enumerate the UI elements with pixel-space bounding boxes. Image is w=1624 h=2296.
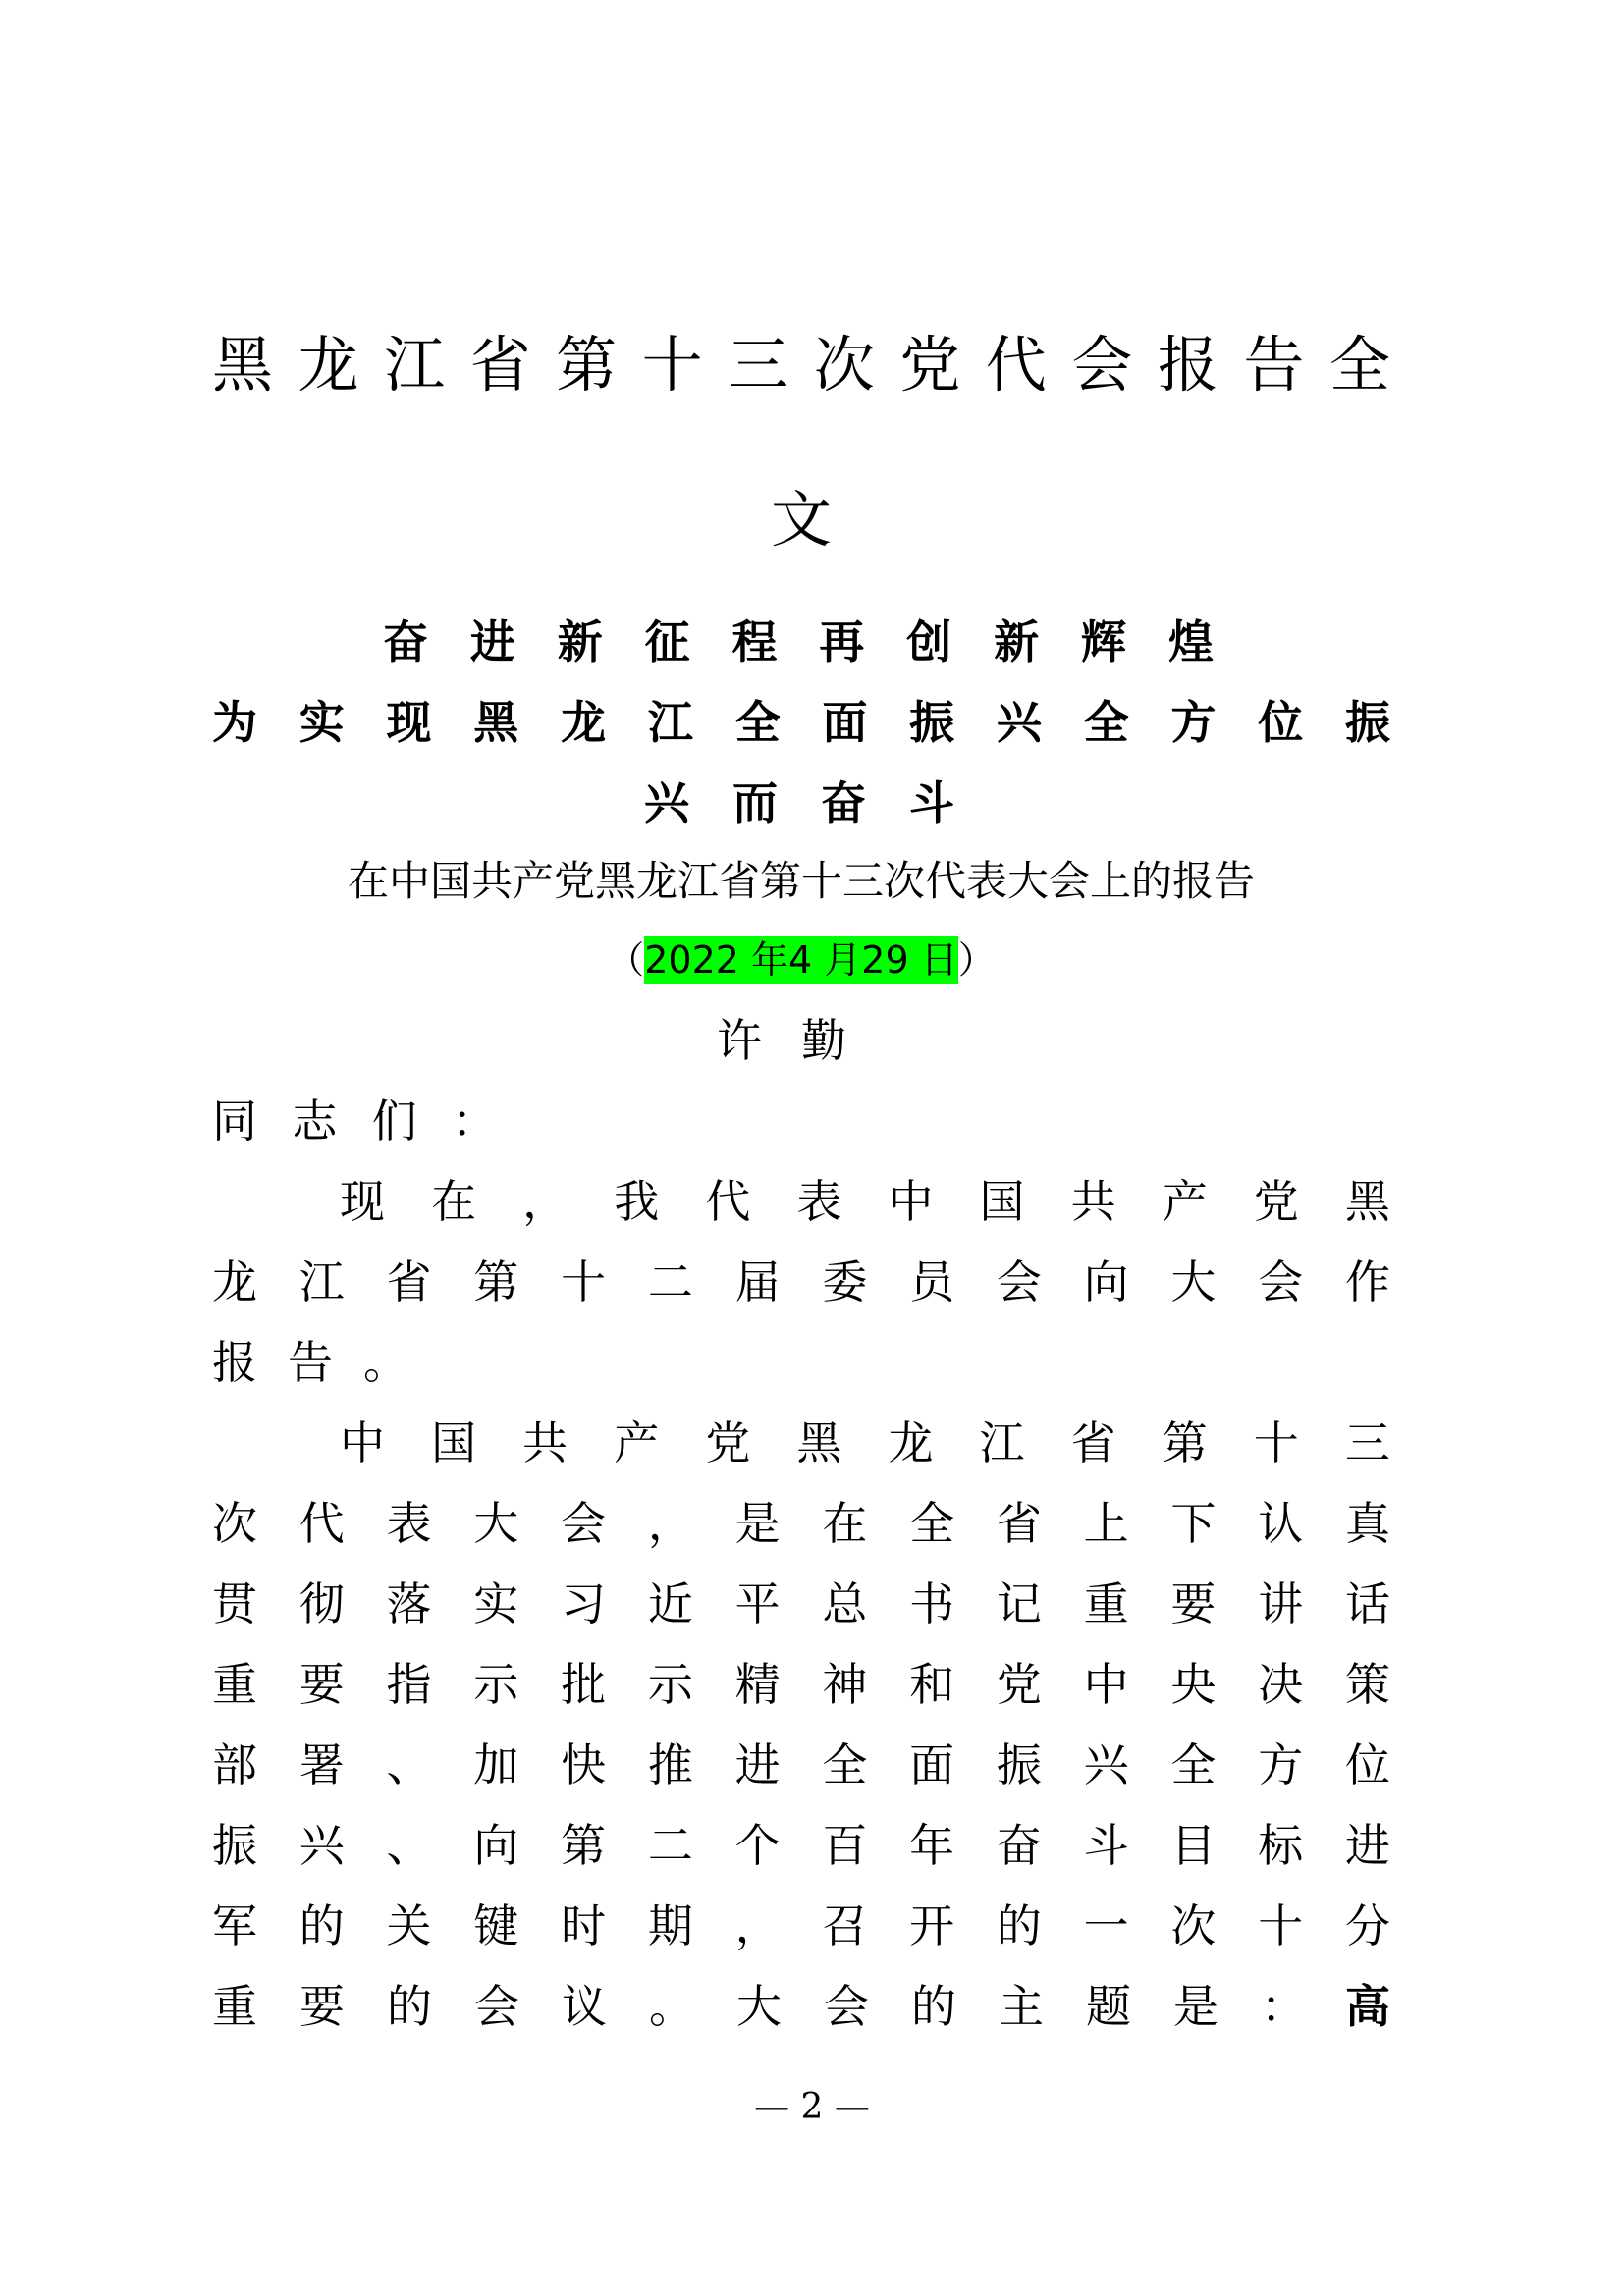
char: 振 — [996, 1738, 1042, 1791]
char: 认 — [1258, 1497, 1304, 1550]
char: 次 — [1170, 1899, 1217, 1952]
char: 党 — [996, 1658, 1042, 1711]
char: 国 — [979, 1175, 1025, 1228]
char: 第 — [561, 1819, 607, 1872]
char: 位 — [1344, 1738, 1390, 1791]
char: 龙 — [561, 696, 607, 749]
char: 煌 — [1167, 615, 1214, 668]
char: 重 — [212, 1658, 257, 1711]
char: 兴 — [644, 776, 689, 829]
char: 报 — [1157, 329, 1218, 400]
char: 要 — [298, 1658, 345, 1711]
char: 第 — [1162, 1416, 1208, 1469]
char: ， — [647, 1497, 693, 1550]
char: 兴 — [996, 696, 1042, 749]
char: 大 — [1170, 1255, 1217, 1308]
char: 程 — [731, 615, 778, 668]
char: 委 — [822, 1255, 868, 1308]
para2-line-4 — [212, 1655, 1390, 1714]
char: 示 — [473, 1658, 519, 1711]
char: 会 — [996, 1255, 1042, 1308]
char: 征 — [644, 615, 690, 668]
char: 的 — [911, 1980, 956, 2033]
char: 要 — [299, 1980, 345, 2033]
char: 面 — [909, 1738, 955, 1791]
char: 同 — [212, 1095, 257, 1148]
char: 龙 — [212, 1255, 257, 1308]
para1-line-2 — [212, 1253, 1390, 1311]
char: 的 — [996, 1899, 1042, 1952]
report-title: 在中国共产党黑龙江省第十三次代表大会上的报告 — [347, 857, 1255, 905]
char: 新 — [994, 615, 1040, 668]
char: ， — [522, 1175, 568, 1228]
char: 黑 — [796, 1416, 842, 1469]
char: 上 — [1083, 1497, 1129, 1550]
char: 习 — [561, 1577, 607, 1630]
char: 召 — [822, 1899, 868, 1952]
char: 一 — [1083, 1899, 1129, 1952]
char: 全 — [909, 1497, 955, 1550]
char: 题 — [1086, 1980, 1131, 2033]
char: 记 — [996, 1577, 1042, 1630]
char: 平 — [734, 1577, 781, 1630]
char: 标 — [1258, 1819, 1304, 1872]
char: 新 — [557, 615, 603, 668]
char: 创 — [906, 615, 952, 668]
char: 兴 — [298, 1819, 345, 1872]
last-line-bold: 高 — [1345, 1980, 1390, 2033]
char: 央 — [1170, 1658, 1217, 1711]
char: 全 — [1170, 1738, 1217, 1791]
char: 期 — [647, 1899, 693, 1952]
char: 全 — [822, 1738, 868, 1791]
char: 话 — [1344, 1577, 1390, 1630]
char: 决 — [1258, 1658, 1304, 1711]
para2-line-5 — [212, 1735, 1390, 1794]
char: 江 — [979, 1416, 1025, 1469]
char: 江 — [647, 696, 693, 749]
char: 报 — [212, 1336, 257, 1389]
char: 斗 — [1083, 1819, 1129, 1872]
char: 在 — [822, 1497, 868, 1550]
char: 二 — [647, 1819, 693, 1872]
char: 而 — [732, 776, 778, 829]
char: 重 — [212, 1980, 257, 2033]
char: 、 — [386, 1738, 432, 1791]
char: 现 — [340, 1175, 385, 1228]
char: 主 — [999, 1980, 1044, 2033]
char: 奋 — [996, 1819, 1042, 1872]
char: 进 — [1344, 1819, 1390, 1872]
char: 告 — [288, 1336, 333, 1389]
subtitle-line-1 — [383, 613, 1214, 671]
char: 三 — [728, 329, 789, 400]
char: 表 — [796, 1175, 842, 1228]
char: 省 — [996, 1497, 1042, 1550]
char: 真 — [1344, 1497, 1390, 1550]
char: 再 — [819, 615, 865, 668]
char: 代 — [298, 1497, 345, 1550]
date-highlight: 2022 年4 月29 日 — [644, 938, 958, 982]
char: 我 — [614, 1175, 660, 1228]
char: 江 — [384, 329, 446, 400]
subtitle-line-3 — [644, 774, 954, 832]
char: 总 — [822, 1577, 868, 1630]
char: 署 — [298, 1738, 345, 1791]
char: 龙 — [298, 329, 359, 400]
char: 次 — [813, 329, 875, 400]
char: 黑 — [473, 696, 519, 749]
para2-line-1 — [340, 1414, 1390, 1472]
char: 全 — [734, 696, 781, 749]
page-number: — 2 — — [754, 2087, 870, 2127]
char: 奋 — [383, 615, 428, 668]
char: 加 — [473, 1738, 519, 1791]
char: 部 — [212, 1738, 257, 1791]
char: 届 — [734, 1255, 781, 1308]
char: 议 — [562, 1980, 607, 2033]
char: 大 — [473, 1497, 519, 1550]
char: 下 — [1170, 1497, 1217, 1550]
char: 在 — [431, 1175, 477, 1228]
char: 示 — [647, 1658, 693, 1711]
char: 辉 — [1081, 615, 1126, 668]
char: ， — [734, 1899, 781, 1952]
document-title-line-1 — [212, 326, 1390, 404]
char: 。 — [649, 1980, 694, 2033]
char: 党 — [1253, 1175, 1299, 1228]
char: 十 — [561, 1255, 607, 1308]
char: 会 — [1258, 1255, 1304, 1308]
char: 百 — [822, 1819, 868, 1872]
char: 黑 — [1344, 1175, 1390, 1228]
char: 省 — [469, 329, 531, 400]
char: 省 — [1070, 1416, 1116, 1469]
char: 十 — [641, 329, 703, 400]
char: 会 — [561, 1497, 607, 1550]
char: 关 — [386, 1899, 432, 1952]
char: 共 — [522, 1416, 568, 1469]
char: 进 — [469, 615, 515, 668]
char: ： — [1261, 1980, 1306, 2033]
char: 第 — [556, 329, 618, 400]
para2-line-6 — [212, 1816, 1390, 1875]
char: 会 — [1071, 329, 1133, 400]
char: 军 — [212, 1899, 257, 1952]
date-close-paren: ） — [957, 938, 996, 982]
last-line-normal — [212, 1977, 1306, 2036]
salutation — [212, 1092, 497, 1150]
char: 振 — [1344, 696, 1390, 749]
char: 是 — [734, 1497, 781, 1550]
char: 向 — [473, 1819, 519, 1872]
char: 的 — [298, 1899, 345, 1952]
char: 指 — [386, 1658, 432, 1711]
char: 近 — [647, 1577, 693, 1630]
char: 员 — [909, 1255, 955, 1308]
char: 精 — [734, 1658, 781, 1711]
para2-line-2 — [212, 1494, 1390, 1553]
para1-line-1 — [340, 1172, 1390, 1231]
char: 告 — [1243, 329, 1305, 400]
char: 全 — [1328, 329, 1390, 400]
char: 贯 — [212, 1577, 257, 1630]
char: 次 — [212, 1497, 257, 1550]
char: 十 — [1258, 1899, 1304, 1952]
char: 实 — [298, 696, 345, 749]
report-date — [212, 931, 1390, 989]
char: 振 — [212, 1819, 257, 1872]
char: 批 — [561, 1658, 607, 1711]
char: 神 — [822, 1658, 868, 1711]
char: 位 — [1258, 696, 1304, 749]
char: 会 — [474, 1980, 519, 2033]
char: 推 — [647, 1738, 693, 1791]
char: 兴 — [1083, 1738, 1129, 1791]
subtitle-line-2 — [212, 693, 1390, 752]
char: 斗 — [909, 776, 954, 829]
char: 作 — [1344, 1255, 1390, 1308]
char: 的 — [387, 1980, 432, 2033]
char: 向 — [1083, 1255, 1129, 1308]
char: 十 — [1253, 1416, 1299, 1469]
char: 中 — [1083, 1658, 1129, 1711]
char: 方 — [1170, 696, 1217, 749]
char: 面 — [822, 696, 868, 749]
char: 目 — [1170, 1819, 1217, 1872]
char: 代 — [705, 1175, 751, 1228]
para2-line-3 — [212, 1575, 1390, 1633]
char: 们 — [371, 1095, 417, 1148]
char: 要 — [1170, 1577, 1217, 1630]
char: 党 — [705, 1416, 751, 1469]
char: 表 — [386, 1497, 432, 1550]
char: 彻 — [298, 1577, 345, 1630]
char: 奋 — [821, 776, 866, 829]
char: 策 — [1344, 1658, 1390, 1711]
document-title-line-2: 文 — [770, 484, 832, 556]
char: 黑 — [212, 329, 274, 400]
char: 时 — [561, 1899, 607, 1952]
char: 国 — [431, 1416, 477, 1469]
char: 进 — [734, 1738, 781, 1791]
char: 产 — [614, 1416, 660, 1469]
char: 三 — [1344, 1416, 1390, 1469]
char: 分 — [1344, 1899, 1390, 1952]
char: 方 — [1258, 1738, 1304, 1791]
char: 落 — [386, 1577, 432, 1630]
char: 龙 — [888, 1416, 934, 1469]
char: 党 — [899, 329, 961, 400]
char: 振 — [909, 696, 955, 749]
char: 为 — [212, 696, 257, 749]
char: 和 — [909, 1658, 955, 1711]
char: 书 — [909, 1577, 955, 1630]
char: 代 — [985, 329, 1047, 400]
char: 二 — [647, 1255, 693, 1308]
char: 中 — [888, 1175, 934, 1228]
char: 开 — [909, 1899, 955, 1952]
char: 。 — [363, 1336, 408, 1389]
char: 重 — [1083, 1577, 1129, 1630]
char: 大 — [736, 1980, 782, 2033]
para2-line-7 — [212, 1896, 1390, 1955]
char: 产 — [1162, 1175, 1208, 1228]
char: 现 — [386, 696, 432, 749]
char: 键 — [473, 1899, 519, 1952]
char: 年 — [909, 1819, 955, 1872]
char: 讲 — [1258, 1577, 1304, 1630]
char: 省 — [386, 1255, 432, 1308]
char: 江 — [298, 1255, 345, 1308]
char: 第 — [473, 1255, 519, 1308]
para1-line-3 — [212, 1333, 408, 1392]
char: 中 — [340, 1416, 385, 1469]
char: 实 — [473, 1577, 519, 1630]
char: ： — [451, 1095, 497, 1148]
char: 个 — [734, 1819, 781, 1872]
char: 是 — [1173, 1980, 1218, 2033]
char: 全 — [1083, 696, 1129, 749]
author: 许勤 — [717, 1014, 886, 1067]
para2-line-8 — [212, 1977, 1390, 2036]
char: 、 — [386, 1819, 432, 1872]
date-open-paren: （ — [607, 938, 645, 982]
char: 快 — [561, 1738, 607, 1791]
char: 共 — [1070, 1175, 1116, 1228]
char: 志 — [292, 1095, 338, 1148]
char: 会 — [824, 1980, 869, 2033]
